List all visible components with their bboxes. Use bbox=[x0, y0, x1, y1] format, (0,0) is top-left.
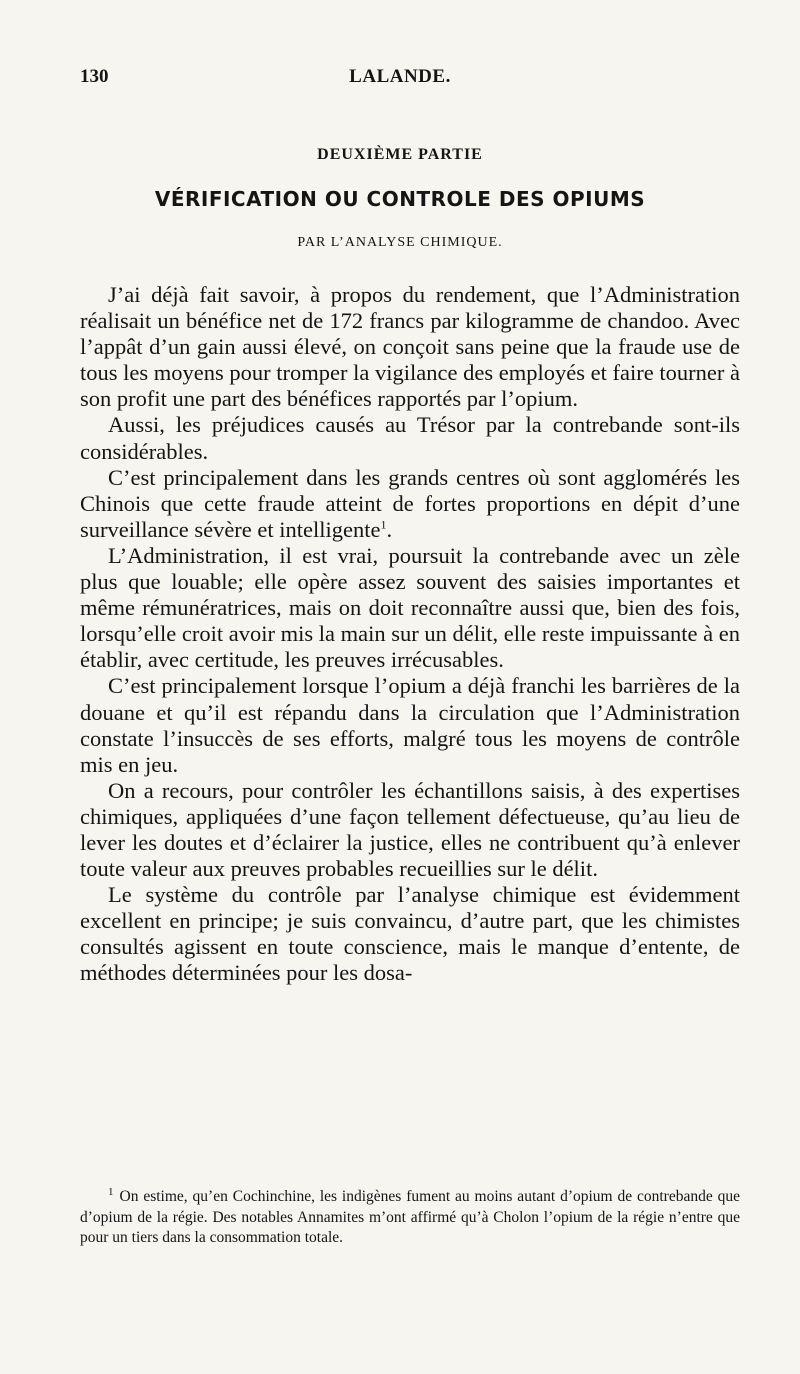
paragraph-end-punctuation: . bbox=[386, 516, 393, 542]
part-heading: DEUXIÈME PARTIE bbox=[317, 146, 483, 163]
paragraph: On a recours, pour contrôler les échantillons saisis, à des expertises chimiques, appliquées d’une façon tellement défectueuse, qu’au lieu de lever les doutes et d’éclairer la justice, elles ne contribuent qu’à enlever toute valeur aux preuves probables recueillies sur le délit. bbox=[80, 777, 740, 882]
running-title: LALANDE. bbox=[349, 66, 451, 87]
paragraph: Aussi, les préjudices causés au Trésor par la contrebande sont-ils considérables. bbox=[80, 412, 740, 464]
footnote-text: On estime, qu’en Cochinchine, les indigènes fument au moins autant d’opium de contrebande que d’opium de la régie. Des notables Annamites m’ont affirmé qu’à Cholon l’opium de la régie n’entre que pour un tiers dans la consommation totale. bbox=[80, 1188, 740, 1246]
paragraph: L’Administration, il est vrai, poursuit la contrebande avec un zèle plus que louable; elle opère assez souvent des saisies importantes et même rémunératrices, mais on doit reconnaître aussi que, bien des fois, lorsqu’elle croit avoir mis la main sur un délit, elle reste impuissante à en établir, avec certitude, les preuves irrécusables. bbox=[80, 542, 740, 673]
footnote-reference[interactable]: 1 bbox=[380, 517, 387, 532]
paragraph: J’ai déjà fait savoir, à propos du rendement, que l’Administration réalisait un bénéfice net de 172 francs par kilogramme de chandoo. Avec l’appât d’un gain aussi élevé, on conçoit sans peine que la fraude use de tous les moyens pour tromper la vigilance des employés et faire tourner à son profit une part des bénéfices rapportés par l’opium. bbox=[80, 282, 740, 412]
footnote-marker: 1 bbox=[108, 1185, 114, 1198]
body-text bbox=[80, 282, 740, 987]
paragraph: C’est principalement lorsque l’opium a déjà franchi les barrières de la douane et qu’il est répandu dans la circulation que l’Administration constate l’insuccès de ses efforts, malgré tous les moyens de contrôle mis en jeu. bbox=[80, 673, 740, 777]
paragraph: Le système du contrôle par l’analyse chimique est évidemment excellent en principe; je suis convaincu, d’autre part, que les chimistes consultés agissent en toute conscience, mais le manque d’entente, de méthodes déterminées pour les dosa- bbox=[80, 882, 740, 986]
page-number: 130 bbox=[80, 66, 109, 87]
paragraph-text: C’est principalement dans les grands centres où sont agglomérés les Chinois que cette fraude atteint de fortes proportions en dépit d’une surveillance sévère et intelligente bbox=[80, 464, 740, 542]
footnotes bbox=[80, 1187, 740, 1249]
footnote bbox=[80, 1187, 740, 1249]
running-head bbox=[80, 66, 720, 90]
section-subtitle: PAR L’ANALYSE CHIMIQUE. bbox=[297, 235, 503, 250]
section-title: VÉRIFICATION OU CONTROLE DES OPIUMS bbox=[154, 187, 646, 211]
paragraph-with-footnote bbox=[80, 465, 740, 543]
